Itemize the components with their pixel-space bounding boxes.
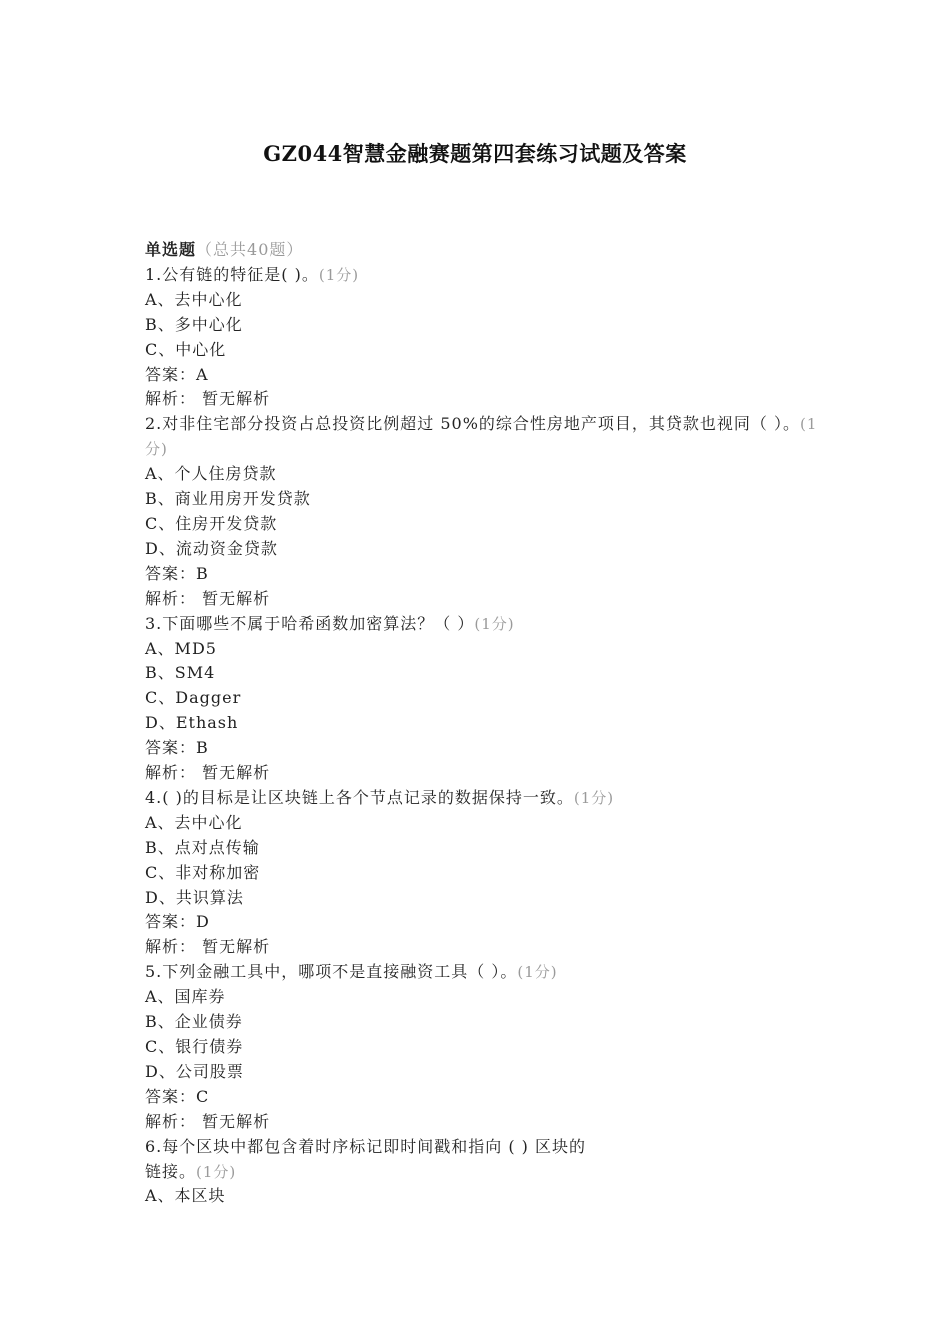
question-score: (1分) xyxy=(145,415,818,459)
question-stem: 4.( )的目标是让区块链上各个节点记录的数据保持一致。(1分) xyxy=(145,787,615,807)
question-score: (1分) xyxy=(474,614,515,633)
option: B、商业用房开发贷款 xyxy=(145,489,311,509)
option: B、多中心化 xyxy=(145,314,243,334)
analysis: 解析： 暂无解析 xyxy=(145,763,271,783)
question-score: (1分) xyxy=(196,1162,237,1181)
answer: 答案：C xyxy=(145,1086,210,1106)
option: A、去中心化 xyxy=(145,812,243,832)
option: C、中心化 xyxy=(145,339,227,359)
option: C、银行债券 xyxy=(145,1037,244,1056)
option: A、MD5 xyxy=(145,638,217,658)
question-stem-continued: 链接。(1分) xyxy=(145,1161,237,1181)
option: B、点对点传输 xyxy=(145,837,260,857)
option: A、国库券 xyxy=(145,987,226,1007)
question-stem: 5.下列金融工具中，哪项不是直接融资工具（ ）。(1分) xyxy=(145,962,558,982)
document-title: GZ044智慧金融赛题第四套练习试题及答案 xyxy=(263,141,687,166)
question-score: (1分) xyxy=(318,265,360,284)
option: A、去中心化 xyxy=(145,289,243,309)
section-header xyxy=(145,238,825,263)
option: C、住房开发贷款 xyxy=(145,513,278,533)
option: D、流动资金贷款 xyxy=(145,538,278,558)
analysis: 解析： 暂无解析 xyxy=(145,1111,271,1131)
answer: 答案：D xyxy=(145,912,210,932)
section-label: 单选题 xyxy=(145,240,197,259)
answer: 答案：B xyxy=(145,738,209,758)
analysis: 解析： 暂无解析 xyxy=(145,937,271,957)
question-stem: 1.公有链的特征是( )。(1分) xyxy=(145,264,360,284)
option: B、企业债券 xyxy=(145,1012,243,1032)
answer: 答案：A xyxy=(145,364,209,384)
question-stem: 3.下面哪些不属于哈希函数加密算法？（ ）(1分) xyxy=(145,613,515,633)
option: D、公司股票 xyxy=(145,1061,244,1081)
option: C、非对称加密 xyxy=(145,862,261,882)
option: A、本区块 xyxy=(145,1186,226,1206)
section-count: （总共40题） xyxy=(196,240,304,259)
option: D、Ethash xyxy=(145,713,239,733)
option: B、SM4 xyxy=(145,663,216,683)
option: C、Dagger xyxy=(145,688,242,708)
question-score: (1分) xyxy=(573,788,615,807)
answer: 答案：B xyxy=(145,563,209,583)
option: A、个人住房贷款 xyxy=(145,464,277,484)
analysis: 解析： 暂无解析 xyxy=(145,389,271,409)
analysis: 解析： 暂无解析 xyxy=(145,588,271,608)
option: D、共识算法 xyxy=(145,887,244,907)
question-score: (1分) xyxy=(517,963,558,982)
question-stem: 2.对非住宅部分投资占总投资比例超过 50%的综合性房地产项目，其贷款也视同（ ）。(1分) xyxy=(145,414,818,459)
question-list xyxy=(145,238,825,1209)
question-stem: 6.每个区块中都包含着时序标记即时间戳和指向 ( ) 区块的 xyxy=(145,1136,587,1156)
